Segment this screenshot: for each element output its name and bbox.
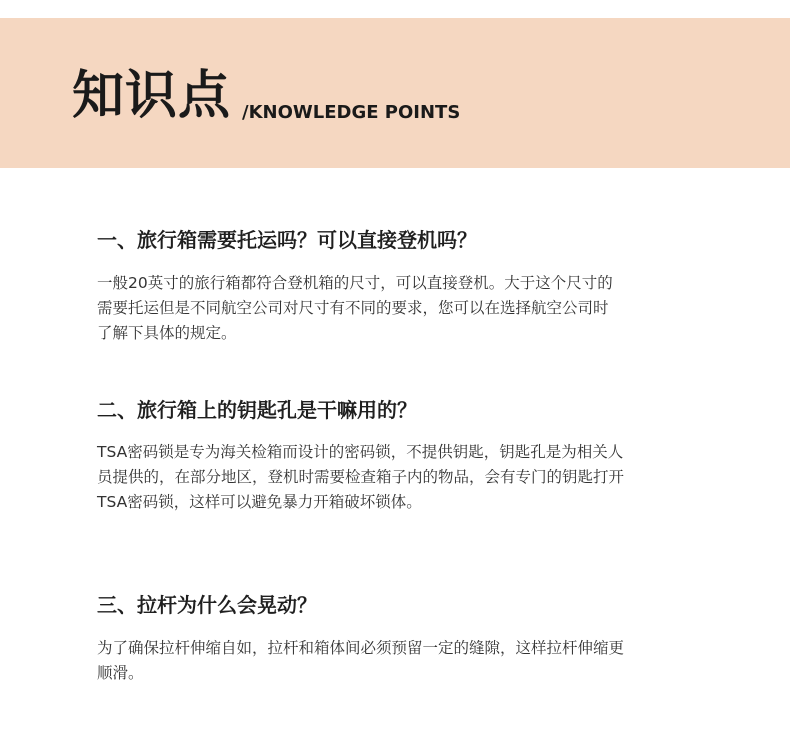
section-body: [97, 440, 697, 515]
body-line: TSA密码锁是专为海关检箱而设计的密码锁，不提供钥匙，钥匙孔是为相关人: [97, 443, 624, 461]
section-body: [97, 636, 697, 686]
body-line: 顺滑。: [97, 664, 144, 682]
section-heading: 二、旅行箱上的钥匙孔是干嘛用的？: [97, 398, 417, 422]
faq-section-keyhole: [97, 396, 697, 515]
section-body: [97, 271, 697, 346]
body-line: 了解下具体的规定。: [97, 324, 237, 342]
body-line: 为了确保拉杆伸缩自如，拉杆和箱体间必须预留一定的缝隙，这样拉杆伸缩更: [97, 639, 625, 657]
faq-section-handle-wobble: [97, 591, 697, 686]
body-line: TSA密码锁，这样可以避免暴力开箱破坏锁体。: [97, 493, 422, 511]
body-line: 一般20英寸的旅行箱都符合登机箱的尺寸，可以直接登机。大于这个尺寸的: [97, 274, 613, 292]
body-line: 需要托运但是不同航空公司对尺寸有不同的要求，您可以在选择航空公司时: [97, 299, 609, 317]
body-line: 员提供的，在部分地区，登机时需要检查箱子内的物品，会有专门的钥匙打开: [97, 468, 625, 486]
page-title: 知识点: [72, 65, 232, 126]
faq-section-luggage-checkin: [97, 226, 697, 346]
section-heading: 三、拉杆为什么会晃动？: [97, 593, 317, 617]
page-subtitle: /KNOWLEDGE POINTS: [242, 102, 461, 123]
section-heading: 一、旅行箱需要托运吗？可以直接登机吗？: [97, 228, 477, 252]
